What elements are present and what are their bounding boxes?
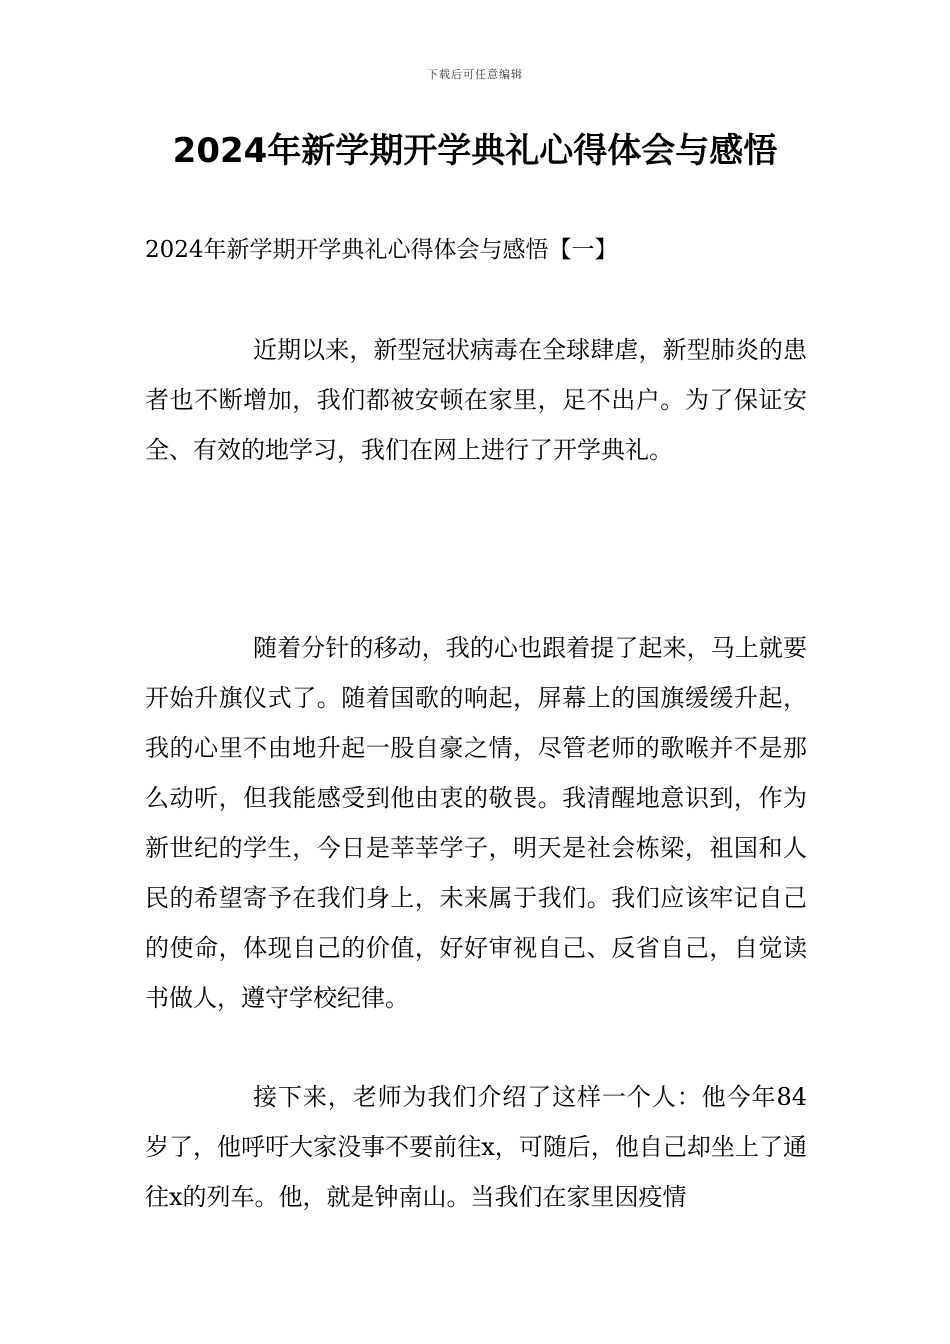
paragraph-1: 近期以来，新型冠状病毒在全球肆虐，新型肺炎的患者也不断增加，我们都被安顿在家里，足不出户。为了保证安全、有效的地学习，我们在网上进行了开学典礼。 xyxy=(145,336,807,464)
header-note: 下载后可任意编辑 xyxy=(427,68,523,81)
paragraph-3: 接下来，老师为我们介绍了这样一个人：他今年84岁了，他呼吁大家没事不要前往x，可随后，他自己却坐上了通往x的列车。他，就是钟南山。当我们在家里因疫情 xyxy=(145,1083,807,1211)
paragraph-2: 随着分针的移动，我的心也跟着提了起来，马上就要开始升旗仪式了。随着国歌的响起，屏幕上的国旗缓缓升起，我的心里不由地升起一股自豪之情，尽管老师的歌喉并不是那么动听，但我能感受到他由衷的敬畏。我清醒地意识到，作为新世纪的学生，今日是莘莘学子，明天是社会栋梁，祖国和人民的希望寄予在我们身上，未来属于我们。我们应该牢记自己的使命，体现自己的价值，好好审视自己、反省自己，自觉读书做人，遵守学校纪律。 xyxy=(145,634,807,1012)
section-heading: 2024年新学期开学典礼心得体会与感悟【一】 xyxy=(145,237,618,263)
document-title: 2024年新学期开学典礼心得体会与感悟 xyxy=(172,131,778,171)
